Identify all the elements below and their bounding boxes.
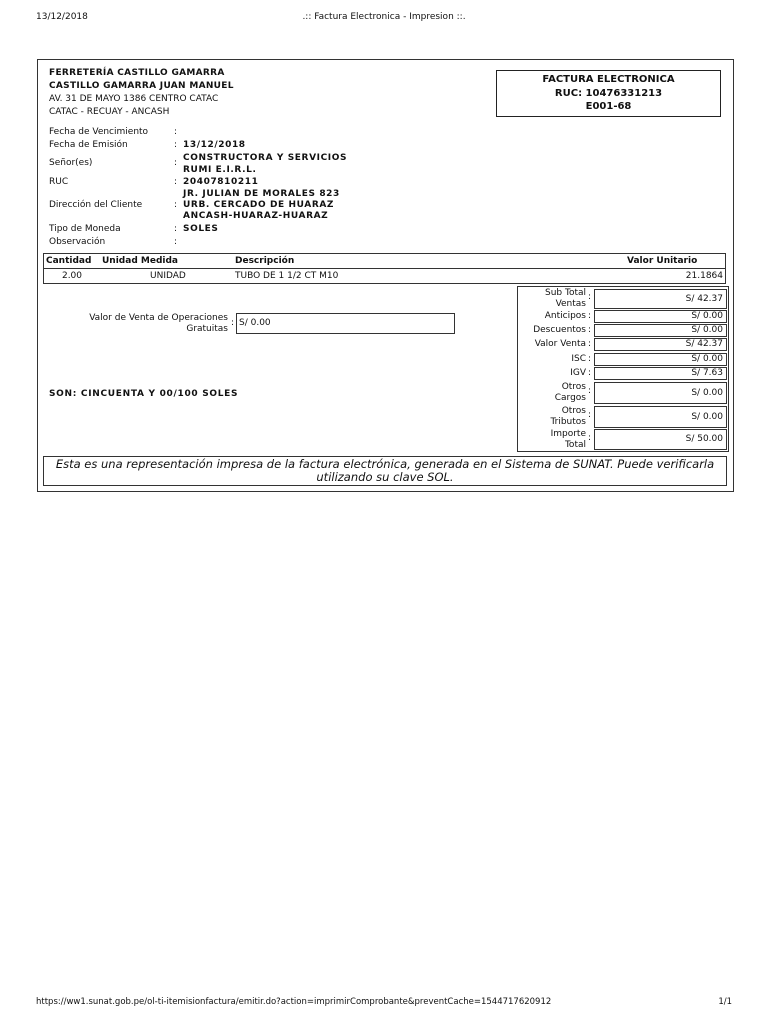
value-direccion-line1: JR. JULIAN DE MORALES 823 — [183, 189, 340, 199]
value-senor-line1: CONSTRUCTORA Y SERVICIOS — [183, 153, 348, 163]
colon: : — [588, 386, 592, 396]
colon: : — [588, 354, 592, 364]
label-direccion: Dirección del Cliente — [49, 200, 143, 210]
issuer-location: CATAC - RECUAY - ANCASH — [49, 107, 170, 117]
header-descripcion: Descripción — [233, 254, 625, 269]
label-observacion: Observación — [49, 237, 106, 247]
total-label: Anticipos — [544, 311, 586, 321]
colon: : — [174, 177, 178, 187]
label-moneda: Tipo de Moneda — [49, 224, 121, 234]
colon: : — [588, 292, 592, 302]
issuer-trade-name: FERRETERÍA CASTILLO GAMARRA — [49, 68, 225, 78]
doc-ruc: RUC: 10476331213 — [554, 87, 663, 99]
cell-descripcion: TUBO DE 1 1/2 CT M10 — [235, 271, 339, 281]
value-senor — [183, 153, 347, 176]
colon: : — [588, 339, 592, 349]
colon: : — [588, 433, 592, 443]
colon: : — [174, 140, 178, 150]
label-emision: Fecha de Emisión — [49, 140, 128, 150]
issuer-legal-name: CASTILLO GAMARRA JUAN MANUEL — [49, 81, 234, 91]
header-valor: Valor Unitario — [625, 254, 726, 269]
header-unidad: Unidad Medida — [100, 254, 233, 269]
total-label-line2: Total — [564, 439, 586, 450]
label-senor: Señor(es) — [49, 158, 93, 168]
sunat-note: Esta es una representación impresa de la factura electrónica, generada en el Sistema de SUNAT. Puede verificarla utilizando su clave SOL. — [43, 456, 727, 486]
total-value: S/ 0.00 — [594, 382, 727, 404]
value-direccion-line2: URB. CERCADO DE HUARAZ — [183, 200, 335, 210]
total-value: S/ 0.00 — [594, 353, 727, 366]
print-page-number: 1/1 — [718, 997, 732, 1007]
colon: : — [588, 368, 592, 378]
document-id-box — [496, 70, 721, 117]
total-label: IGV — [570, 368, 586, 378]
total-label-line1: Sub Total — [544, 288, 586, 298]
value-senor-line2: RUMI E.I.R.L. — [183, 164, 257, 175]
invoice — [37, 59, 734, 492]
value-direccion-line3: ANCASH-HUARAZ-HUARAZ — [183, 211, 329, 221]
gratuitas-value: S/ 0.00 — [236, 313, 455, 334]
total-label-line2: Cargos — [554, 392, 586, 403]
colon: : — [231, 318, 235, 328]
doc-type: FACTURA ELECTRONICA — [542, 74, 675, 85]
total-label — [550, 406, 586, 427]
amount-in-words: SON: CINCUENTA Y 00/100 SOLES — [49, 389, 239, 399]
colon: : — [588, 311, 592, 321]
colon: : — [174, 200, 178, 210]
gratuitas-label-line1: Valor de Venta de Operaciones — [89, 313, 228, 323]
total-label: Descuentos — [533, 325, 586, 335]
gratuitas-label-line2: Gratuitas — [186, 323, 228, 334]
total-value: S/ 42.37 — [594, 338, 727, 351]
colon: : — [174, 224, 178, 234]
total-label — [545, 288, 586, 309]
total-value: S/ 42.37 — [594, 289, 727, 309]
total-label-line2: Tributos — [550, 416, 586, 427]
total-label-line1: Otros — [561, 406, 586, 416]
doc-number: E001-68 — [585, 101, 632, 112]
total-label: ISC — [571, 354, 586, 364]
total-value: S/ 0.00 — [594, 310, 727, 323]
colon: : — [174, 158, 178, 168]
total-label-line1: Otros — [561, 382, 586, 392]
colon: : — [588, 325, 592, 335]
table-row — [44, 269, 726, 284]
value-moneda: SOLES — [183, 224, 219, 234]
total-label-line1: Importe — [550, 429, 586, 439]
colon: : — [588, 410, 592, 420]
total-value: S/ 0.00 — [594, 406, 727, 428]
cell-valor: 21.1864 — [685, 271, 723, 281]
total-label — [551, 429, 586, 450]
print-url: https://ww1.sunat.gob.pe/ol-ti-itemisionfactura/emitir.do?action=imprimirComprobante&preventCache=1544717620912 — [36, 997, 552, 1007]
header-cantidad: Cantidad — [44, 254, 101, 269]
colon: : — [174, 237, 178, 247]
value-emision: 13/12/2018 — [183, 140, 246, 150]
gratuitas-label — [58, 313, 228, 334]
totals-box — [517, 286, 729, 452]
total-label-line2: Ventas — [555, 298, 586, 309]
total-value: S/ 0.00 — [594, 324, 727, 337]
total-label — [555, 382, 586, 403]
print-title: .:: Factura Electronica - Impresion ::. — [302, 12, 466, 22]
items-header-row — [44, 254, 726, 269]
items-table — [43, 253, 726, 284]
value-ruc: 20407810211 — [183, 177, 259, 187]
issuer-address: AV. 31 DE MAYO 1386 CENTRO CATAC — [49, 94, 219, 104]
total-value: S/ 7.63 — [594, 367, 727, 380]
total-label: Valor Venta — [534, 339, 586, 349]
cell-unidad: UNIDAD — [150, 271, 186, 281]
label-vencimiento: Fecha de Vencimiento — [49, 127, 149, 137]
colon: : — [174, 127, 178, 137]
label-ruc: RUC — [49, 177, 69, 187]
cell-cantidad: 2.00 — [61, 271, 83, 281]
print-date: 13/12/2018 — [36, 12, 88, 22]
total-value: S/ 50.00 — [594, 429, 727, 450]
